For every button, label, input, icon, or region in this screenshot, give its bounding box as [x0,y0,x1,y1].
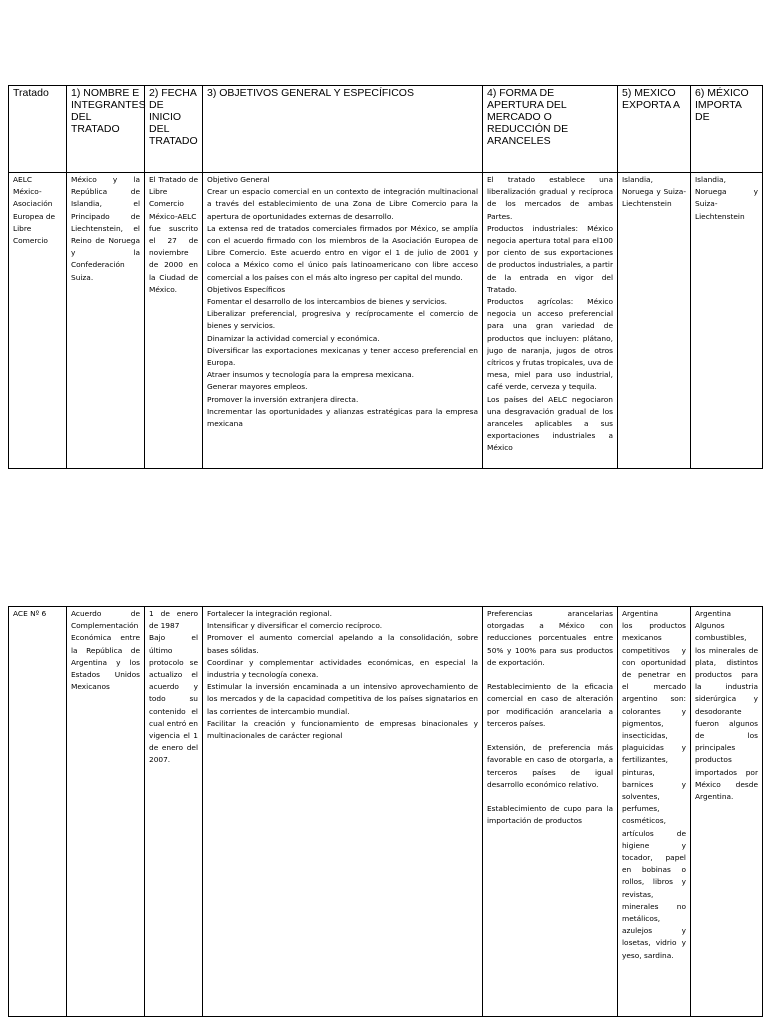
cell-apertura: El tratado establece una liberalización gradual y recíproca de los mercados de ambas Partes. Productos industriales: México negocia apertura total para el100 por ciento de sus exportaciones de productos industriales, a partir de la entrada en vigor del Tratado. Productos agrícolas: México negocia un acceso preferencial para una gran variedad de productos que incluyen: plátano, jugo de naranja, jugos de otros cítricos y frutas tropicales, uva de mesa, miel para uso industrial, café verde, cerveza y tequila. Los países del AELC negociaron una desgravación gradual de los aranceles aplicables a sus exportaciones industriales a México [483,173,618,469]
cell-objetivos: Objetivo General Crear un espacio comercial en un contexto de integración multinacional a través del establecimiento de una Zona de Libre Comercio para la apertura de oportunidades externas de desarrollo. La extensa red de tratados comerciales firmados por México, se amplía con el acuerdo firmado con los miembros de la Asociación Europea de Libre Comercio. Este acuerdo entro en vigor el 1 de julio de 2001 y coloca a México como el único país latinoamericano con libre acceso comercial a los países con el más alto ingreso per capital del mundo. Objetivos Específicos Fomentar el desarrollo de los intercambios de bienes y servicios. Liberalizar preferencial, progresiva y recíprocamente el comercio de bienes y servicios. Dinamizar la actividad comercial y económica. Diversificar las exportaciones mexicanas y tener acceso preferencial en Europa. Atraer insumos y tecnología para la empresa mexicana. Generar mayores empleos. Promover la inversión extranjera directa. Incrementar las oportunidades y alianzas estratégicas para la empresa mexicana [203,173,483,469]
cell-tratado: ACE Nº 6 [9,607,67,1017]
header-fecha: 2) FECHA DE INICIO DEL TRATADO [145,86,203,173]
cell-fecha: 1 de enero de 1987 Bajo el último protocolo se actualizo el acuerdo y todo su contenido el cual entró en vigencia el 1 de enero del 2007. [145,607,203,1017]
cell-exporta: Argentina los productos mexicanos competitivos y con oportunidad de penetrar en el mercado argentino son: colorantes y pigmentos, insecticidas, plaguicidas y fertilizantes, pinturas, barnices y solventes, perfumes, cosméticos, artículos de higiene y tocador, papel en bobinas o rollos, libros y revistas, minerales no metálicos, azulejos y losetas, vidrio y yeso, sardina. [618,607,691,1017]
cell-fecha: El Tratado de Libre Comercio México-AELC fue suscrito el 27 de noviembre de 2000 en la Ciudad de México. [145,173,203,469]
treaty-table-aelc [8,85,763,469]
header-importa: 6) MÉXICO IMPORTA DE [691,86,763,173]
cell-tratado: AELC México-Asociación Europea de Libre Comercio [9,173,67,469]
header-objetivos: 3) OBJETIVOS GENERAL Y ESPECÍFICOS [203,86,483,173]
table-row-ace6 [9,607,763,1017]
cell-importa: Islandia, Noruega y Suiza-Liechtenstein [691,173,763,469]
header-apertura: 4) FORMA DE APERTURA DEL MERCADO O REDUCCIÓN DE ARANCELES [483,86,618,173]
header-row [9,86,763,173]
cell-nombre: México y la República de Islandia, el Principado de Liechtenstein, el Reino de Noruega y la Confederación Suiza. [67,173,145,469]
header-exporta: 5) MEXICO EXPORTA A [618,86,691,173]
header-tratado: Tratado [9,86,67,173]
treaty-table-ace6 [8,606,763,1017]
cell-exporta: Islandia, Noruega y Suiza-Liechtenstein [618,173,691,469]
cell-importa: Argentina Algunos combustibles, los minerales de plata, distintos productos para la industria siderúrgica y desodorante fueron algunos de los principales productos importados por México desde Argentina. [691,607,763,1017]
table-row-aelc [9,173,763,469]
header-nombre: 1) NOMBRE E INTEGRANTES DEL TRATADO [67,86,145,173]
cell-apertura: Preferencias arancelarias otorgadas a México con reducciones porcentuales entre 50% y 100% para sus productos de exportación. Restablecimiento de la eficacia comercial en caso de alteración por modificación arancelaria a terceros países. Extensión, de preferencia más favorable en caso de otorgarla, a terceros países de igual desarrollo económico relativo. Establecimiento de cupo para la importación de productos [483,607,618,1017]
cell-objetivos: Fortalecer la integración regional. Intensificar y diversificar el comercio recíproco. Promover el aumento comercial apelando a la consolidación, sobre bases sólidas. Coordinar y complementar actividades económicas, en especial la industria y tecnología conexa. Estimular la inversión encaminada a un intensivo aprovechamiento de los mercados y de la capacidad competitiva de los países signatarios en las corrientes de intercambio mundial. Facilitar la creación y funcionamiento de empresas binacionales y multinacionales de carácter regional [203,607,483,1017]
cell-nombre: Acuerdo de Complementación Económica entre la República de Argentina y los Estados Unidos Mexicanos [67,607,145,1017]
